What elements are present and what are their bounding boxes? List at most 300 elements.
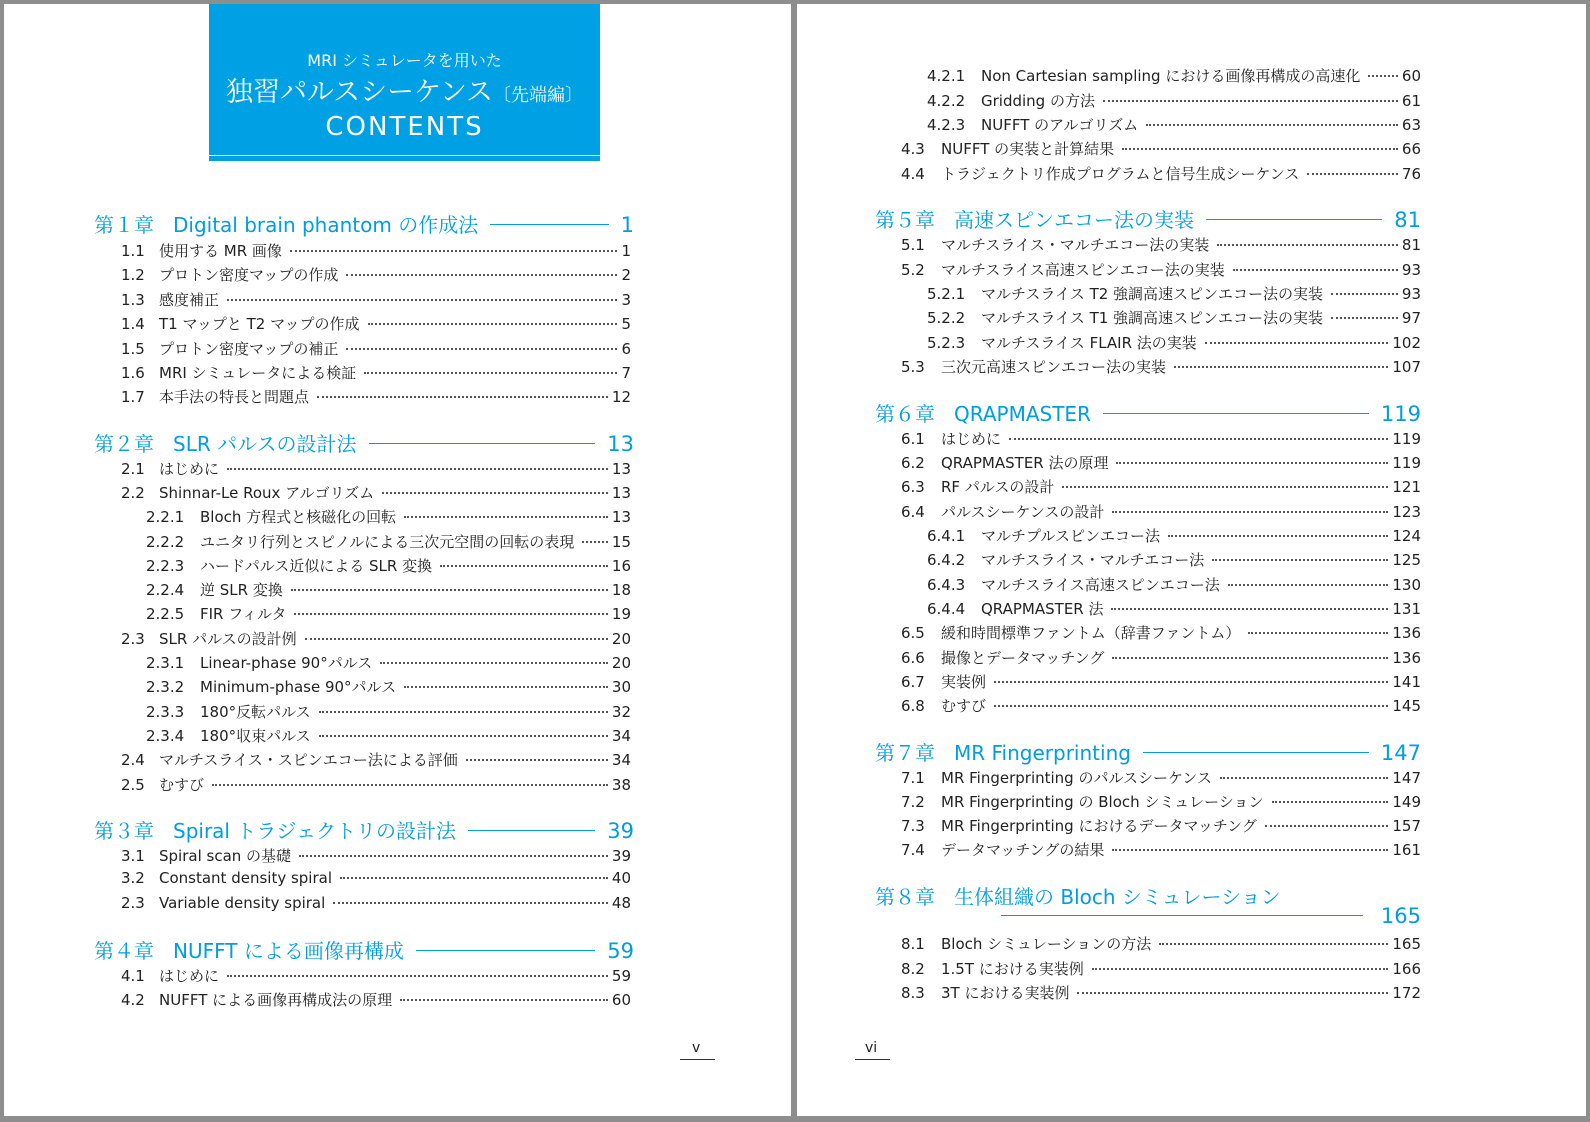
entry-page: 16	[611, 557, 631, 575]
entry-number: 2.3.4	[146, 727, 185, 745]
entry-number: 6.4.1	[927, 527, 966, 545]
entry-number: 2.3	[121, 630, 145, 648]
entry-page: 34	[611, 751, 631, 769]
entry-number: 6.6	[901, 649, 925, 667]
banner-title-text: 独習パルスシーケンス	[225, 77, 494, 108]
entry-page: 59	[611, 967, 631, 985]
chapter-page: 13	[607, 432, 634, 456]
toc-entry[interactable]	[901, 452, 1421, 473]
entry-page: 107	[1392, 358, 1421, 376]
entry-page: 12	[611, 388, 631, 406]
entry-number: 6.7	[901, 673, 925, 691]
chapter-label: 第５章	[875, 208, 935, 232]
entry-page: 131	[1392, 600, 1421, 618]
leader-dots	[227, 975, 608, 977]
entry-title: MR Fingerprinting のパルスシーケンス	[941, 769, 1212, 787]
entry-title: はじめに	[159, 967, 220, 985]
leader-dots	[305, 638, 608, 640]
right-page	[797, 4, 1586, 1116]
leader-dots	[1111, 608, 1388, 610]
toc-entry[interactable]	[121, 628, 631, 649]
entry-number: 6.1	[901, 430, 925, 448]
entry-page: 66	[1401, 140, 1421, 158]
entry-number: 2.4	[121, 751, 145, 769]
toc-entry[interactable]	[121, 289, 631, 310]
toc-entry[interactable]	[121, 264, 631, 285]
entry-title: 感度補正	[159, 291, 220, 309]
chapter-heading-rule-row	[1001, 904, 1421, 928]
entry-title: ハードパルス近似による SLR 変換	[200, 557, 433, 575]
leader-dots	[994, 681, 1388, 683]
entry-page: 13	[611, 484, 631, 502]
chapter-label: 第４章	[94, 939, 154, 963]
entry-page: 76	[1401, 165, 1421, 183]
leader-dots	[582, 541, 608, 543]
toc-entry[interactable]	[121, 313, 631, 334]
chapter-title: 生体組織の Bloch シミュレーション	[954, 885, 1281, 909]
entry-title: NUFFT による画像再構成法の原理	[159, 991, 393, 1009]
entry-title: MR Fingerprinting におけるデータマッチング	[941, 817, 1257, 835]
entry-title: 1.5T における実装例	[941, 960, 1084, 978]
entry-page: 141	[1392, 673, 1421, 691]
leader-dots	[1331, 317, 1398, 319]
entry-number: 2.1	[121, 460, 145, 478]
entry-title: NUFFT のアルゴリズム	[981, 116, 1139, 134]
entry-title: はじめに	[941, 430, 1002, 448]
entry-number: 1.6	[121, 364, 145, 382]
entry-page: 149	[1392, 793, 1421, 811]
entry-title: NUFFT の実装と計算結果	[941, 140, 1115, 158]
toc-entry[interactable]	[121, 386, 631, 407]
chapter-rule	[416, 950, 595, 951]
chapter-heading[interactable]	[875, 204, 1421, 233]
entry-title: 逆 SLR 変換	[200, 581, 283, 599]
leader-dots	[400, 999, 608, 1001]
toc-entry[interactable]	[121, 894, 631, 912]
toc-entry[interactable]	[121, 749, 631, 770]
entry-title: データマッチングの結果	[941, 841, 1105, 859]
entry-number: 8.1	[901, 935, 925, 953]
toc-entry[interactable]	[146, 506, 631, 527]
entry-number: 7.2	[901, 793, 925, 811]
entry-number: 2.3.1	[146, 654, 185, 672]
entry-number: 2.2.3	[146, 557, 185, 575]
chapter-heading[interactable]	[94, 935, 634, 964]
entry-number: 6.3	[901, 478, 925, 496]
leader-dots	[319, 735, 608, 737]
toc-entry[interactable]	[901, 259, 1421, 280]
entry-title: T1 マップと T2 マップの作成	[159, 315, 360, 333]
chapter-title: 高速スピンエコー法の実装	[954, 208, 1194, 232]
chapter-title: Spiral トラジェクトリの設計法	[173, 819, 456, 843]
entry-title: Shinnar-Le Roux アルゴリズム	[159, 484, 375, 502]
toc-entry[interactable]	[927, 307, 1421, 328]
toc-entry[interactable]	[901, 933, 1421, 954]
entry-page: 48	[611, 894, 631, 912]
entry-page: 61	[1401, 92, 1421, 110]
chapter-page: 59	[607, 939, 634, 963]
leader-dots	[1159, 943, 1388, 945]
entry-page: 3	[621, 291, 631, 309]
toc-entry[interactable]	[121, 338, 631, 359]
entry-page: 5	[621, 315, 631, 333]
toc-entry[interactable]	[901, 647, 1421, 668]
chapter-page: 39	[607, 819, 634, 843]
toc-entry[interactable]	[901, 501, 1421, 522]
entry-page: 40	[611, 869, 631, 887]
toc-entry[interactable]	[927, 574, 1421, 595]
entry-page: 30	[611, 678, 631, 696]
entry-title: 実装例	[941, 673, 987, 691]
leader-dots	[291, 589, 608, 591]
entry-page: 15	[611, 533, 631, 551]
toc-entry[interactable]	[901, 982, 1421, 1003]
entry-number: 3.2	[121, 869, 145, 887]
chapter-title: QRAPMASTER	[954, 402, 1091, 426]
chapter-page: 81	[1394, 208, 1421, 232]
leader-dots	[380, 662, 608, 664]
entry-number: 4.3	[901, 140, 925, 158]
entry-page: 93	[1401, 261, 1421, 279]
toc-entry[interactable]	[146, 701, 631, 722]
entry-title: はじめに	[159, 460, 220, 478]
chapter-page: 165	[1380, 904, 1421, 928]
toc-entry[interactable]	[146, 579, 631, 600]
entry-title: RF パルスの設計	[941, 478, 1055, 496]
leader-dots	[1307, 173, 1398, 175]
leader-dots	[290, 250, 618, 252]
entry-title: プロトン密度マップの補正	[159, 340, 339, 358]
banner-edition: 〔先端編〕	[493, 85, 584, 106]
entry-page: 145	[1392, 697, 1421, 715]
toc-entry[interactable]	[121, 965, 631, 986]
toc-entry[interactable]	[901, 791, 1421, 812]
entry-number: 2.3	[121, 894, 145, 912]
leader-dots	[1146, 124, 1398, 126]
page-number-rule	[680, 1059, 715, 1060]
entry-page: 13	[611, 508, 631, 526]
chapter-label: 第６章	[875, 402, 935, 426]
entry-title: 使用する MR 画像	[159, 242, 282, 260]
entry-title: 180°反転パルス	[200, 703, 311, 721]
chapter-title: SLR パルスの設計法	[173, 432, 357, 456]
toc-entry[interactable]	[146, 555, 631, 576]
entry-number: 1.4	[121, 315, 145, 333]
banner-subtitle: MRI シミュレータを用いた	[307, 51, 502, 70]
leader-dots	[1112, 511, 1388, 513]
leader-dots	[1168, 535, 1388, 537]
entry-title: Bloch 方程式と核磁化の回転	[200, 508, 397, 526]
entry-title: Variable density spiral	[159, 894, 326, 912]
entry-title: QRAPMASTER 法の原理	[941, 454, 1109, 472]
toc-entry[interactable]	[927, 283, 1421, 304]
chapter-label: 第７章	[875, 741, 935, 765]
chapter-heading[interactable]	[875, 737, 1421, 766]
leader-dots	[1112, 657, 1388, 659]
leader-dots	[1248, 632, 1388, 634]
chapter-rule	[468, 830, 595, 831]
toc-entry[interactable]	[901, 815, 1421, 836]
chapter-title: MR Fingerprinting	[954, 741, 1131, 765]
leader-dots	[340, 877, 608, 879]
entry-page: 20	[611, 654, 631, 672]
entry-title: Minimum-phase 90°パルス	[200, 678, 397, 696]
toc-entry[interactable]	[121, 482, 631, 503]
leader-dots	[227, 299, 617, 301]
toc-entry[interactable]	[901, 695, 1421, 716]
leader-dots	[404, 516, 608, 518]
entry-page: 63	[1401, 116, 1421, 134]
toc-entry[interactable]	[121, 362, 631, 383]
entry-number: 4.1	[121, 967, 145, 985]
entry-number: 6.4	[901, 503, 925, 521]
leader-dots	[333, 902, 608, 904]
entry-number: 2.3.2	[146, 678, 185, 696]
leader-dots	[1103, 100, 1398, 102]
toc-entry[interactable]	[901, 234, 1421, 255]
toc-entry[interactable]	[901, 163, 1421, 184]
entry-title: むすび	[941, 697, 987, 715]
leader-dots	[1212, 559, 1388, 561]
toc-entry[interactable]	[901, 958, 1421, 979]
chapter-title: NUFFT による画像再構成	[173, 939, 404, 963]
toc-entry[interactable]	[146, 531, 631, 552]
entry-number: 1.5	[121, 340, 145, 358]
entry-number: 4.2.2	[927, 92, 966, 110]
chapter-page: 1	[620, 213, 634, 237]
leader-dots	[1174, 366, 1388, 368]
entry-title: マルチスライス・マルチエコー法の実装	[941, 236, 1210, 254]
leader-dots	[1368, 75, 1398, 77]
entry-title: 本手法の特長と問題点	[159, 388, 310, 406]
chapter-heading[interactable]	[875, 398, 1421, 427]
entry-title: 撮像とデータマッチング	[941, 649, 1105, 667]
toc-entry[interactable]	[901, 138, 1421, 159]
leader-dots	[227, 468, 608, 470]
leader-dots	[440, 565, 608, 567]
entry-number: 4.2.3	[927, 116, 966, 134]
leader-dots	[466, 759, 608, 761]
entry-page: 165	[1392, 935, 1421, 953]
entry-title: 3T における実装例	[941, 984, 1070, 1002]
entry-title: SLR パルスの設計例	[159, 630, 297, 648]
chapter-rule	[1143, 752, 1369, 753]
chapter-rule	[490, 224, 608, 225]
entry-page: 119	[1392, 454, 1421, 472]
entry-title: 180°収束パルス	[200, 727, 311, 745]
toc-entry[interactable]	[121, 240, 631, 261]
entry-title: FIR フィルタ	[200, 605, 287, 623]
entry-title: Linear-phase 90°パルス	[200, 654, 373, 672]
entry-page: 81	[1401, 236, 1421, 254]
chapter-label: 第１章	[94, 213, 154, 237]
entry-title: マルチスライス FLAIR 法の実装	[981, 334, 1197, 352]
entry-page: 157	[1392, 817, 1421, 835]
leader-dots	[319, 711, 608, 713]
entry-number: 8.2	[901, 960, 925, 978]
leader-dots	[994, 705, 1388, 707]
leader-dots	[212, 784, 608, 786]
chapter-heading[interactable]	[94, 428, 634, 457]
toc-entry[interactable]	[146, 652, 631, 673]
entry-page: 121	[1392, 478, 1421, 496]
chapter-rule	[1206, 219, 1382, 220]
entry-page: 124	[1392, 527, 1421, 545]
toc-entry[interactable]	[901, 476, 1421, 497]
entry-page: 102	[1392, 334, 1421, 352]
entry-number: 2.3.3	[146, 703, 185, 721]
entry-page: 123	[1392, 503, 1421, 521]
entry-title: Bloch シミュレーションの方法	[941, 935, 1152, 953]
entry-page: 161	[1392, 841, 1421, 859]
toc-entry[interactable]	[146, 603, 631, 624]
entry-page: 60	[1401, 67, 1421, 85]
banner-contents-label: CONTENTS	[325, 112, 484, 142]
entry-title: パルスシーケンスの設計	[941, 503, 1105, 521]
entry-number: 2.2.4	[146, 581, 185, 599]
entry-page: 19	[611, 605, 631, 623]
toc-entry[interactable]	[901, 839, 1421, 860]
entry-page: 20	[611, 630, 631, 648]
toc-entry[interactable]	[121, 774, 631, 795]
chapter-heading[interactable]	[94, 209, 634, 238]
leader-dots	[346, 348, 617, 350]
leader-dots	[1233, 269, 1398, 271]
chapter-page: 147	[1380, 741, 1421, 765]
entry-title: トラジェクトリ作成プログラムと信号生成シーケンス	[941, 165, 1300, 183]
entry-number: 7.1	[901, 769, 925, 787]
toc-entry[interactable]	[901, 428, 1421, 449]
entry-title: マルチスライス T1 強調高速スピンエコー法の実装	[981, 309, 1324, 327]
toc-entry[interactable]	[927, 332, 1421, 353]
entry-number: 7.3	[901, 817, 925, 835]
toc-entry[interactable]	[901, 671, 1421, 692]
leader-dots	[1112, 849, 1388, 851]
toc-entry[interactable]	[927, 65, 1421, 86]
entry-number: 3.1	[121, 847, 145, 865]
entry-title: プロトン密度マップの作成	[159, 266, 339, 284]
chapter-label: 第３章	[94, 819, 154, 843]
toc-entry[interactable]	[901, 622, 1421, 643]
entry-title: 三次元高速スピンエコー法の実装	[941, 358, 1167, 376]
toc-entry[interactable]	[927, 525, 1421, 546]
entry-page: 136	[1392, 624, 1421, 642]
toc-entry[interactable]	[121, 989, 631, 1010]
entry-page: 136	[1392, 649, 1421, 667]
banner-rule	[209, 156, 600, 161]
entry-number: 2.2.5	[146, 605, 185, 623]
left-page	[4, 4, 791, 1116]
leader-dots	[1265, 825, 1389, 827]
leader-dots	[299, 855, 608, 857]
entry-page: 7	[621, 364, 631, 382]
entry-title: マルチプルスピンエコー法	[981, 527, 1160, 545]
toc-entry[interactable]	[927, 90, 1421, 111]
entry-title: Spiral scan の基礎	[159, 847, 292, 865]
toc-entry[interactable]	[927, 598, 1421, 619]
leader-dots	[1272, 801, 1389, 803]
chapter-heading[interactable]	[94, 815, 634, 844]
entry-title: マルチスライス高速スピンエコー法	[981, 576, 1220, 594]
entry-page: 130	[1392, 576, 1421, 594]
entry-page: 125	[1392, 551, 1421, 569]
entry-page: 166	[1392, 960, 1421, 978]
page-number-rule	[855, 1059, 890, 1060]
toc-entry[interactable]	[927, 549, 1421, 570]
entry-number: 6.8	[901, 697, 925, 715]
chapter-rule	[1103, 413, 1369, 414]
leader-dots	[382, 492, 608, 494]
leader-dots	[1122, 148, 1398, 150]
entry-title: むすび	[159, 776, 205, 794]
entry-number: 4.2	[121, 991, 145, 1009]
entry-title: MRI シミュレータによる検証	[159, 364, 357, 382]
leader-dots	[294, 613, 607, 615]
entry-number: 6.4.2	[927, 551, 966, 569]
entry-page: 97	[1401, 309, 1421, 327]
entry-number: 1.1	[121, 242, 145, 260]
entry-title: マルチスライス・マルチエコー法	[981, 551, 1205, 569]
leader-dots	[404, 686, 608, 688]
entry-page: 18	[611, 581, 631, 599]
leader-dots	[1092, 968, 1389, 970]
entry-page: 13	[611, 460, 631, 478]
toc-entry[interactable]	[121, 458, 631, 479]
entry-number: 6.5	[901, 624, 925, 642]
entry-title: 緩和時間標準ファントム（辞書ファントム）	[941, 624, 1241, 642]
leader-dots	[1331, 293, 1398, 295]
entry-page: 39	[611, 847, 631, 865]
entry-number: 5.2	[901, 261, 925, 279]
toc-entry[interactable]	[901, 767, 1421, 788]
entry-number: 1.2	[121, 266, 145, 284]
toc-entry[interactable]	[121, 869, 631, 887]
chapter-title: Digital brain phantom の作成法	[173, 213, 479, 237]
leader-dots	[1009, 438, 1388, 440]
leader-dots	[368, 323, 618, 325]
chapter-label: 第８章	[875, 885, 935, 909]
entry-number: 4.4	[901, 165, 925, 183]
entry-number: 1.7	[121, 388, 145, 406]
leader-dots	[1062, 486, 1388, 488]
toc-entry[interactable]	[927, 114, 1421, 135]
chapter-label: 第２章	[94, 432, 154, 456]
entry-page: 2	[621, 266, 631, 284]
entry-number: 4.2.1	[927, 67, 966, 85]
title-banner	[209, 4, 600, 155]
toc-entry[interactable]	[146, 725, 631, 746]
leader-dots	[1228, 584, 1389, 586]
leader-dots	[364, 372, 617, 374]
leader-dots	[1077, 992, 1388, 994]
chapter-page: 119	[1380, 402, 1421, 426]
entry-page: 34	[611, 727, 631, 745]
toc-entry[interactable]	[146, 676, 631, 697]
leader-dots	[346, 274, 617, 276]
entry-number: 5.2.2	[927, 309, 966, 327]
entry-page: 147	[1392, 769, 1421, 787]
entry-page: 93	[1401, 285, 1421, 303]
page-number: vi	[865, 1040, 878, 1056]
entry-title: Constant density spiral	[159, 869, 332, 887]
chapter-rule	[369, 443, 596, 444]
toc-entry[interactable]	[121, 845, 631, 866]
toc-entry[interactable]	[901, 356, 1421, 377]
entry-number: 5.2.3	[927, 334, 966, 352]
page-number: v	[692, 1040, 701, 1056]
entry-number: 6.4.4	[927, 600, 966, 618]
banner-title	[209, 70, 600, 109]
